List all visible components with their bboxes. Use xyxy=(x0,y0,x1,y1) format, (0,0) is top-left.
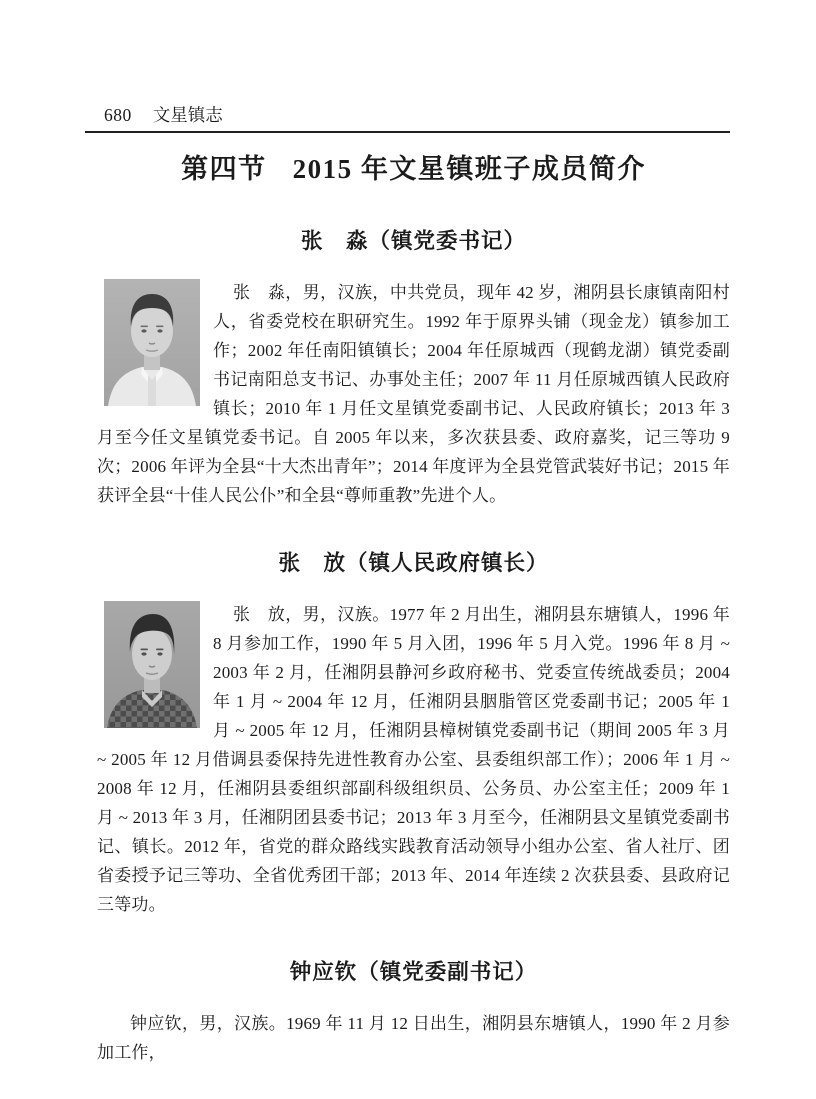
running-head xyxy=(85,104,730,133)
member-heading-zhong-yingqin xyxy=(97,957,730,987)
member-section-zhang-miao xyxy=(97,226,730,510)
member-section-zhong-yingqin xyxy=(97,957,730,1067)
member-bio-zhang-miao xyxy=(97,278,730,510)
page-number: 680 xyxy=(104,105,132,125)
portrait-photo-zhang-miao xyxy=(104,279,200,406)
member-name: 钟应钦 xyxy=(289,960,358,984)
portrait-photo-zhang-fang xyxy=(104,601,200,728)
member-section-zhang-fang xyxy=(97,548,730,919)
member-role: （镇人民政府镇长） xyxy=(346,551,549,575)
member-bio-zhang-fang xyxy=(97,600,730,919)
member-bio-zhong-yingqin xyxy=(97,1009,730,1067)
book-title: 文星镇志 xyxy=(152,105,223,125)
member-name: 张 放 xyxy=(278,551,346,575)
bio-text: 张 放，男，汉族。1977 年 2 月出生，湘阴县东塘镇人，1996 年 8 月参加工作，1990 年 5 月入团，1996 年 5 月入党。1996 年 8 月 ~ 2003 年 2 月，任湘阴县静河乡政府秘书、党委宣传统战委员；2004 年 1 月 ~ 2004 年 12 月，任湘阴县胭脂管区党委副书记；2005 年 1 月 ~ 2005 年 12 月，任湘阴县樟树镇党委副书记（期间 2005 年 3 月 ~ 2005 年 12 月借调县委保持先进性教育办公室、县委组织部工作）；2006 年 1 月 ~ 2008 年 12 月，任湘阴县委组织部副科级组织员、公务员、办公室主任；2009 年 1 月 ~ 2013 年 3 月，任湘阴团县委书记；2013 年 3 月至今，任湘阴县文星镇党委副书记、镇长。2012 年，省党的群众路线实践教育活动领导小组办公室、省人社厅、团省委授予记三等功、全省优秀团干部；2013 年、2014 年连续 2 次获县委、县政府记三等功。 xyxy=(97,605,730,914)
member-role: （镇党委副书记） xyxy=(357,960,538,984)
section-title xyxy=(97,151,730,188)
bio-text: 钟应钦，男，汉族。1969 年 11 月 12 日出生，湘阴县东塘镇人，1990 年 2 月参加工作， xyxy=(97,1014,730,1062)
section-number: 第四节 xyxy=(181,154,267,184)
section-name: 2015 年文星镇班子成员简介 xyxy=(292,154,646,184)
member-role: （镇党委书记） xyxy=(368,229,527,253)
member-name: 张 淼 xyxy=(300,229,369,253)
bio-text: 张 淼，男，汉族，中共党员，现年 42 岁，湘阴县长康镇南阳村人，省委党校在职研究生。1992 年于原界头铺（现金龙）镇参加工作；2002 年任南阳镇镇长；2004 年任原城西（现鹤龙湖）镇党委副书记南阳总支书记、办事处主任；2007 年 11 月任原城西镇人民政府镇长；2010 年 1 月任文星镇党委副书记、人民政府镇长；2013 年 3 月至今任文星镇党委书记。自 2005 年以来，多次获县委、政府嘉奖，记三等功 9 次；2006 年评为全县“十大杰出青年”；2014 年度评为全县党管武装好书记；2015 年获评全县“十佳人民公仆”和全县“尊师重教”先进个人。 xyxy=(97,283,730,505)
member-heading-zhang-miao xyxy=(97,226,730,256)
member-heading-zhang-fang xyxy=(97,548,730,578)
